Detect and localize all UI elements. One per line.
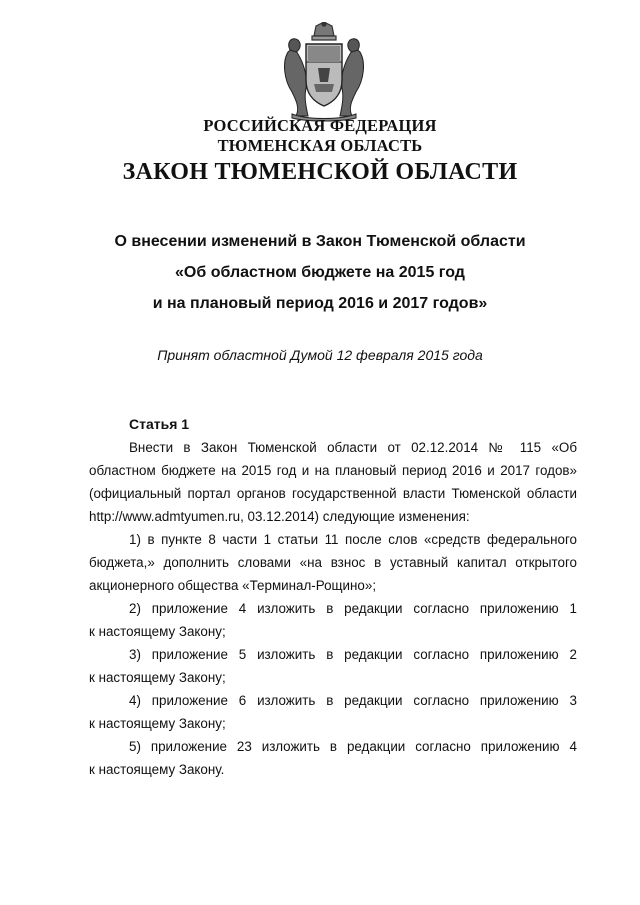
country-name: РОССИЙСКАЯ ФЕДЕРАЦИЯ [203, 116, 437, 135]
adoption-note: Принят областной Думой 12 февраля 2015 года [157, 347, 483, 363]
article-item [89, 597, 577, 643]
article-heading: Статья 1 [129, 416, 190, 432]
law-subject [0, 226, 640, 319]
article-item [89, 643, 577, 689]
article-item [89, 689, 577, 735]
law-title: ЗАКОН ТЮМЕНСКОЙ ОБЛАСТИ [122, 159, 518, 185]
item-first-line: 4) приложение 6 изложить в редакции согласно приложению 3 [129, 693, 577, 708]
item-first-line: 3) приложение 5 изложить в редакции согласно приложению 2 [129, 647, 577, 662]
coat-of-arms-icon [278, 22, 370, 122]
item-tail: к настоящему Закону; [89, 716, 226, 731]
subject-line: «Об областном бюджете на 2015 год [175, 264, 465, 281]
item-tail: к настоящему Закону; [89, 624, 226, 639]
item-first-line: 2) приложение 4 изложить в редакции согласно приложению 1 [129, 601, 577, 616]
item-tail: к настоящему Закону. [89, 762, 225, 777]
article-body [89, 436, 577, 781]
article-intro: Внести в Закон Тюменской области от 02.12.2014 № 115 «Об областном бюджете на 2015 год и на плановый период 2016 и 2017 годов» (официальный портал органов государственной власти Тюменской области http://www.admtyumen.ru, 03.12.2014) следующие изменения: [89, 440, 577, 524]
subject-line: и на плановый период 2016 и 2017 годов» [152, 295, 488, 312]
article-item [89, 735, 577, 781]
subject-line: О внесении изменений в Закон Тюменской области [114, 233, 526, 250]
item-first-line: 5) приложение 23 изложить в редакции согласно приложению 4 [129, 739, 577, 754]
article-item: 1) в пункте 8 части 1 статьи 11 после слов «средств федерального бюджета,» дополнить словами «на взнос в уставный капитал открытого акционерного общества «Терминал-Рощино»; [89, 532, 577, 593]
region-name: ТЮМЕНСКАЯ ОБЛАСТЬ [217, 136, 423, 155]
item-tail: к настоящему Закону; [89, 670, 226, 685]
